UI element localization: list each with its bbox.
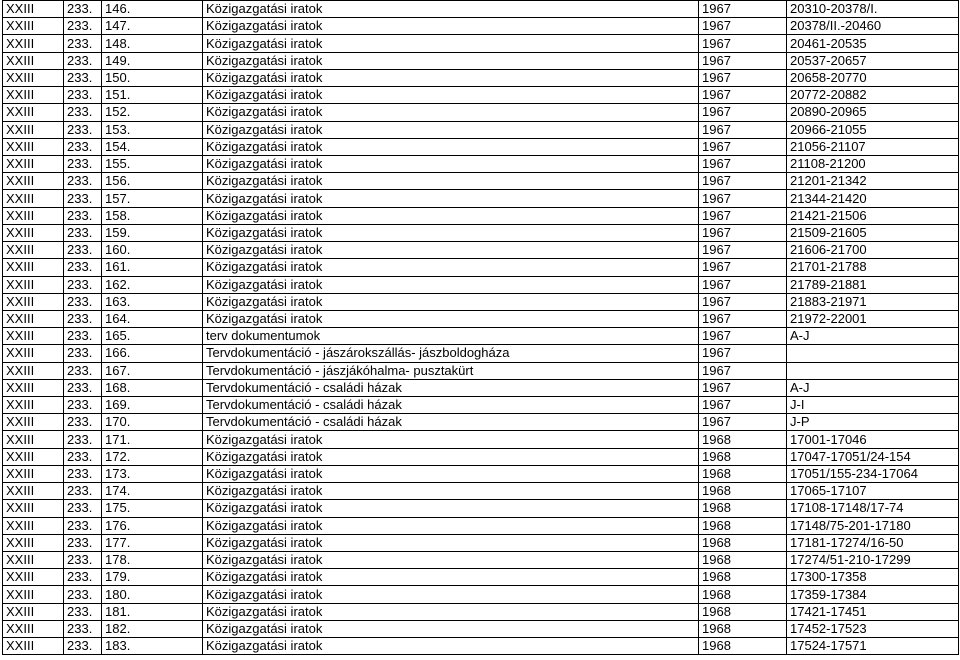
unit-number-cell: 175. — [102, 500, 203, 517]
table-row — [3, 620, 959, 637]
box-number-cell: 233. — [64, 69, 102, 86]
title-cell: Közigazgatási iratok — [203, 121, 699, 138]
document-range-cell — [787, 362, 959, 379]
box-number-cell: 233. — [64, 397, 102, 414]
document-range-cell: 17359-17384 — [787, 586, 959, 603]
box-number-cell: 233. — [64, 431, 102, 448]
fond-cell: XXIII — [3, 603, 64, 620]
register-body — [3, 1, 959, 655]
year-cell: 1967 — [699, 138, 787, 155]
table-row — [3, 35, 959, 52]
title-cell: Közigazgatási iratok — [203, 569, 699, 586]
document-range-cell: 20966-21055 — [787, 121, 959, 138]
fond-cell: XXIII — [3, 1, 64, 18]
title-cell: Tervdokumentáció - családi házak — [203, 414, 699, 431]
unit-number-cell: 168. — [102, 379, 203, 396]
fond-cell: XXIII — [3, 638, 64, 655]
document-range-cell: 21606-21700 — [787, 242, 959, 259]
title-cell: Tervdokumentáció - jászjákóhalma- pusztakürt — [203, 362, 699, 379]
table-row — [3, 52, 959, 69]
document-range-cell: 17148/75-201-17180 — [787, 517, 959, 534]
unit-number-cell: 152. — [102, 104, 203, 121]
document-range-cell — [787, 345, 959, 362]
document-range-cell: 20461-20535 — [787, 35, 959, 52]
title-cell: Közigazgatási iratok — [203, 18, 699, 35]
fond-cell: XXIII — [3, 534, 64, 551]
year-cell: 1967 — [699, 87, 787, 104]
unit-number-cell: 151. — [102, 87, 203, 104]
document-range-cell: 21883-21971 — [787, 293, 959, 310]
year-cell: 1968 — [699, 620, 787, 637]
unit-number-cell: 170. — [102, 414, 203, 431]
unit-number-cell: 180. — [102, 586, 203, 603]
box-number-cell: 233. — [64, 517, 102, 534]
fond-cell: XXIII — [3, 586, 64, 603]
fond-cell: XXIII — [3, 276, 64, 293]
table-row — [3, 431, 959, 448]
table-row — [3, 397, 959, 414]
title-cell: Közigazgatási iratok — [203, 207, 699, 224]
document-range-cell: 17421-17451 — [787, 603, 959, 620]
year-cell: 1967 — [699, 259, 787, 276]
unit-number-cell: 153. — [102, 121, 203, 138]
unit-number-cell: 146. — [102, 1, 203, 18]
title-cell: Közigazgatási iratok — [203, 259, 699, 276]
unit-number-cell: 162. — [102, 276, 203, 293]
title-cell: Közigazgatási iratok — [203, 465, 699, 482]
title-cell: Közigazgatási iratok — [203, 35, 699, 52]
table-row — [3, 483, 959, 500]
year-cell: 1967 — [699, 1, 787, 18]
box-number-cell: 233. — [64, 603, 102, 620]
title-cell: Tervdokumentáció - családi házak — [203, 379, 699, 396]
document-range-cell: 17108-17148/17-74 — [787, 500, 959, 517]
unit-number-cell: 172. — [102, 448, 203, 465]
table-row — [3, 276, 959, 293]
year-cell: 1967 — [699, 190, 787, 207]
box-number-cell: 233. — [64, 586, 102, 603]
year-cell: 1967 — [699, 155, 787, 172]
document-range-cell: 21201-21342 — [787, 173, 959, 190]
box-number-cell: 233. — [64, 173, 102, 190]
unit-number-cell: 176. — [102, 517, 203, 534]
box-number-cell: 233. — [64, 155, 102, 172]
unit-number-cell: 166. — [102, 345, 203, 362]
fond-cell: XXIII — [3, 328, 64, 345]
unit-number-cell: 183. — [102, 638, 203, 655]
fond-cell: XXIII — [3, 500, 64, 517]
year-cell: 1967 — [699, 52, 787, 69]
year-cell: 1967 — [699, 379, 787, 396]
box-number-cell: 233. — [64, 104, 102, 121]
unit-number-cell: 149. — [102, 52, 203, 69]
table-row — [3, 448, 959, 465]
box-number-cell: 233. — [64, 259, 102, 276]
year-cell: 1968 — [699, 603, 787, 620]
year-cell: 1968 — [699, 586, 787, 603]
document-range-cell: 20537-20657 — [787, 52, 959, 69]
fond-cell: XXIII — [3, 173, 64, 190]
unit-number-cell: 159. — [102, 224, 203, 241]
title-cell: Közigazgatási iratok — [203, 69, 699, 86]
unit-number-cell: 171. — [102, 431, 203, 448]
document-range-cell: 21056-21107 — [787, 138, 959, 155]
document-range-cell: 21789-21881 — [787, 276, 959, 293]
box-number-cell: 233. — [64, 224, 102, 241]
title-cell: Közigazgatási iratok — [203, 483, 699, 500]
table-row — [3, 1, 959, 18]
table-row — [3, 465, 959, 482]
box-number-cell: 233. — [64, 500, 102, 517]
title-cell: Közigazgatási iratok — [203, 586, 699, 603]
document-range-cell: 20890-20965 — [787, 104, 959, 121]
title-cell: Közigazgatási iratok — [203, 242, 699, 259]
year-cell: 1968 — [699, 448, 787, 465]
unit-number-cell: 158. — [102, 207, 203, 224]
unit-number-cell: 179. — [102, 569, 203, 586]
title-cell: Tervdokumentáció - családi házak — [203, 397, 699, 414]
document-range-cell: 20658-20770 — [787, 69, 959, 86]
year-cell: 1967 — [699, 242, 787, 259]
unit-number-cell: 173. — [102, 465, 203, 482]
box-number-cell: 233. — [64, 190, 102, 207]
fond-cell: XXIII — [3, 121, 64, 138]
year-cell: 1967 — [699, 104, 787, 121]
document-range-cell: 17001-17046 — [787, 431, 959, 448]
document-range-cell: J-I — [787, 397, 959, 414]
fond-cell: XXIII — [3, 552, 64, 569]
fond-cell: XXIII — [3, 414, 64, 431]
document-range-cell: 17300-17358 — [787, 569, 959, 586]
box-number-cell: 233. — [64, 328, 102, 345]
year-cell: 1967 — [699, 224, 787, 241]
year-cell: 1967 — [699, 18, 787, 35]
table-row — [3, 18, 959, 35]
title-cell: Közigazgatási iratok — [203, 276, 699, 293]
box-number-cell: 233. — [64, 207, 102, 224]
table-row — [3, 259, 959, 276]
box-number-cell: 233. — [64, 276, 102, 293]
table-row — [3, 87, 959, 104]
fond-cell: XXIII — [3, 517, 64, 534]
title-cell: Közigazgatási iratok — [203, 293, 699, 310]
document-range-cell: 20772-20882 — [787, 87, 959, 104]
year-cell: 1968 — [699, 500, 787, 517]
fond-cell: XXIII — [3, 397, 64, 414]
fond-cell: XXIII — [3, 293, 64, 310]
title-cell: Közigazgatási iratok — [203, 500, 699, 517]
document-range-cell: 17524-17571 — [787, 638, 959, 655]
document-range-cell: 17181-17274/16-50 — [787, 534, 959, 551]
table-row — [3, 603, 959, 620]
fond-cell: XXIII — [3, 155, 64, 172]
title-cell: Közigazgatási iratok — [203, 173, 699, 190]
year-cell: 1967 — [699, 310, 787, 327]
unit-number-cell: 148. — [102, 35, 203, 52]
fond-cell: XXIII — [3, 310, 64, 327]
box-number-cell: 233. — [64, 552, 102, 569]
box-number-cell: 233. — [64, 620, 102, 637]
year-cell: 1967 — [699, 397, 787, 414]
archive-register-table — [2, 0, 959, 655]
unit-number-cell: 160. — [102, 242, 203, 259]
year-cell: 1967 — [699, 362, 787, 379]
box-number-cell: 233. — [64, 534, 102, 551]
unit-number-cell: 147. — [102, 18, 203, 35]
box-number-cell: 233. — [64, 18, 102, 35]
table-row — [3, 379, 959, 396]
fond-cell: XXIII — [3, 362, 64, 379]
table-row — [3, 104, 959, 121]
title-cell: terv dokumentumok — [203, 328, 699, 345]
fond-cell: XXIII — [3, 569, 64, 586]
table-row — [3, 121, 959, 138]
title-cell: Közigazgatási iratok — [203, 534, 699, 551]
year-cell: 1968 — [699, 569, 787, 586]
title-cell: Közigazgatási iratok — [203, 431, 699, 448]
fond-cell: XXIII — [3, 431, 64, 448]
document-range-cell: 21344-21420 — [787, 190, 959, 207]
table-row — [3, 207, 959, 224]
fond-cell: XXIII — [3, 448, 64, 465]
table-row — [3, 310, 959, 327]
box-number-cell: 233. — [64, 121, 102, 138]
unit-number-cell: 167. — [102, 362, 203, 379]
year-cell: 1967 — [699, 121, 787, 138]
box-number-cell: 233. — [64, 1, 102, 18]
document-range-cell: 20310-20378/I. — [787, 1, 959, 18]
fond-cell: XXIII — [3, 620, 64, 637]
table-row — [3, 138, 959, 155]
box-number-cell: 233. — [64, 138, 102, 155]
unit-number-cell: 182. — [102, 620, 203, 637]
fond-cell: XXIII — [3, 35, 64, 52]
year-cell: 1968 — [699, 638, 787, 655]
year-cell: 1968 — [699, 552, 787, 569]
box-number-cell: 233. — [64, 483, 102, 500]
title-cell: Közigazgatási iratok — [203, 620, 699, 637]
box-number-cell: 233. — [64, 362, 102, 379]
fond-cell: XXIII — [3, 242, 64, 259]
year-cell: 1968 — [699, 483, 787, 500]
table-row — [3, 69, 959, 86]
title-cell: Közigazgatási iratok — [203, 638, 699, 655]
unit-number-cell: 157. — [102, 190, 203, 207]
fond-cell: XXIII — [3, 379, 64, 396]
table-row — [3, 362, 959, 379]
box-number-cell: 233. — [64, 638, 102, 655]
table-row — [3, 517, 959, 534]
fond-cell: XXIII — [3, 483, 64, 500]
box-number-cell: 233. — [64, 448, 102, 465]
title-cell: Közigazgatási iratok — [203, 1, 699, 18]
title-cell: Közigazgatási iratok — [203, 87, 699, 104]
title-cell: Közigazgatási iratok — [203, 138, 699, 155]
table-row — [3, 293, 959, 310]
box-number-cell: 233. — [64, 379, 102, 396]
year-cell: 1967 — [699, 69, 787, 86]
unit-number-cell: 181. — [102, 603, 203, 620]
box-number-cell: 233. — [64, 569, 102, 586]
title-cell: Közigazgatási iratok — [203, 552, 699, 569]
year-cell: 1968 — [699, 465, 787, 482]
table-row — [3, 190, 959, 207]
fond-cell: XXIII — [3, 69, 64, 86]
table-row — [3, 414, 959, 431]
title-cell: Közigazgatási iratok — [203, 104, 699, 121]
table-row — [3, 242, 959, 259]
document-range-cell: 21108-21200 — [787, 155, 959, 172]
table-row — [3, 328, 959, 345]
title-cell: Közigazgatási iratok — [203, 310, 699, 327]
year-cell: 1967 — [699, 173, 787, 190]
title-cell: Közigazgatási iratok — [203, 517, 699, 534]
unit-number-cell: 150. — [102, 69, 203, 86]
year-cell: 1967 — [699, 276, 787, 293]
unit-number-cell: 161. — [102, 259, 203, 276]
box-number-cell: 233. — [64, 465, 102, 482]
table-row — [3, 224, 959, 241]
fond-cell: XXIII — [3, 259, 64, 276]
document-range-cell: 21421-21506 — [787, 207, 959, 224]
unit-number-cell: 154. — [102, 138, 203, 155]
document-range-cell: 17065-17107 — [787, 483, 959, 500]
unit-number-cell: 177. — [102, 534, 203, 551]
unit-number-cell: 169. — [102, 397, 203, 414]
year-cell: 1967 — [699, 345, 787, 362]
unit-number-cell: 164. — [102, 310, 203, 327]
document-range-cell: 17051/155-234-17064 — [787, 465, 959, 482]
fond-cell: XXIII — [3, 104, 64, 121]
fond-cell: XXIII — [3, 190, 64, 207]
unit-number-cell: 156. — [102, 173, 203, 190]
title-cell: Közigazgatási iratok — [203, 190, 699, 207]
table-row — [3, 569, 959, 586]
fond-cell: XXIII — [3, 52, 64, 69]
unit-number-cell: 165. — [102, 328, 203, 345]
document-range-cell: J-P — [787, 414, 959, 431]
title-cell: Közigazgatási iratok — [203, 603, 699, 620]
table-row — [3, 586, 959, 603]
box-number-cell: 233. — [64, 293, 102, 310]
box-number-cell: 233. — [64, 310, 102, 327]
table-row — [3, 534, 959, 551]
table-row — [3, 638, 959, 655]
title-cell: Tervdokumentáció - jászárokszállás- jászboldogháza — [203, 345, 699, 362]
unit-number-cell: 163. — [102, 293, 203, 310]
document-range-cell: 21972-22001 — [787, 310, 959, 327]
fond-cell: XXIII — [3, 345, 64, 362]
year-cell: 1967 — [699, 328, 787, 345]
document-range-cell: 21509-21605 — [787, 224, 959, 241]
year-cell: 1967 — [699, 293, 787, 310]
document-range-cell: 21701-21788 — [787, 259, 959, 276]
fond-cell: XXIII — [3, 138, 64, 155]
year-cell: 1967 — [699, 414, 787, 431]
unit-number-cell: 178. — [102, 552, 203, 569]
unit-number-cell: 155. — [102, 155, 203, 172]
document-range-cell: 17274/51-210-17299 — [787, 552, 959, 569]
year-cell: 1968 — [699, 517, 787, 534]
year-cell: 1968 — [699, 534, 787, 551]
table-row — [3, 155, 959, 172]
fond-cell: XXIII — [3, 18, 64, 35]
fond-cell: XXIII — [3, 465, 64, 482]
title-cell: Közigazgatási iratok — [203, 52, 699, 69]
unit-number-cell: 174. — [102, 483, 203, 500]
box-number-cell: 233. — [64, 242, 102, 259]
document-range-cell: 17047-17051/24-154 — [787, 448, 959, 465]
table-row — [3, 345, 959, 362]
document-range-cell: 17452-17523 — [787, 620, 959, 637]
box-number-cell: 233. — [64, 414, 102, 431]
title-cell: Közigazgatási iratok — [203, 224, 699, 241]
year-cell: 1967 — [699, 207, 787, 224]
box-number-cell: 233. — [64, 35, 102, 52]
fond-cell: XXIII — [3, 224, 64, 241]
box-number-cell: 233. — [64, 87, 102, 104]
box-number-cell: 233. — [64, 345, 102, 362]
fond-cell: XXIII — [3, 207, 64, 224]
document-range-cell: 20378/II.-20460 — [787, 18, 959, 35]
table-row — [3, 173, 959, 190]
year-cell: 1967 — [699, 35, 787, 52]
year-cell: 1968 — [699, 431, 787, 448]
document-range-cell: A-J — [787, 328, 959, 345]
document-range-cell: A-J — [787, 379, 959, 396]
table-row — [3, 552, 959, 569]
fond-cell: XXIII — [3, 87, 64, 104]
title-cell: Közigazgatási iratok — [203, 448, 699, 465]
table-row — [3, 500, 959, 517]
title-cell: Közigazgatási iratok — [203, 155, 699, 172]
box-number-cell: 233. — [64, 52, 102, 69]
